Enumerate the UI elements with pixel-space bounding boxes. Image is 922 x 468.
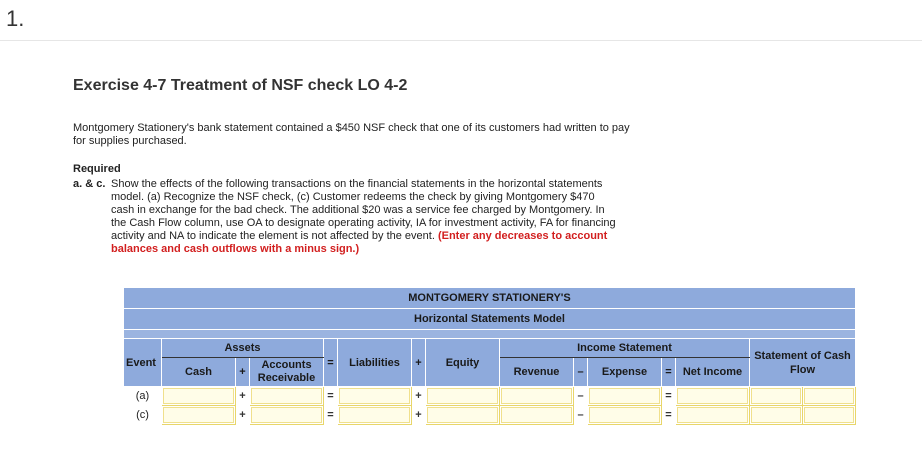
- horizontal-statements-table: [123, 287, 856, 425]
- cash-header: Cash: [162, 358, 236, 387]
- assets-header: Assets: [162, 339, 324, 358]
- equals-header: =: [324, 339, 338, 387]
- equity-input[interactable]: [426, 387, 500, 406]
- net-income-input[interactable]: [676, 406, 750, 425]
- event-label: (a): [124, 387, 162, 406]
- liabilities-header: Liabilities: [338, 339, 412, 387]
- plus-sign: +: [236, 406, 250, 425]
- minus-header: –: [574, 358, 588, 387]
- equity-input[interactable]: [426, 406, 500, 425]
- expense-input[interactable]: [588, 406, 662, 425]
- required-warning: (Enter any decreases to account balances and cash outflows with a minus sign.): [111, 230, 608, 255]
- revenue-input[interactable]: [500, 406, 574, 425]
- plus-sign: +: [412, 406, 426, 425]
- revenue-input[interactable]: [500, 387, 574, 406]
- equals-sign: =: [662, 406, 676, 425]
- equals-sign: =: [324, 387, 338, 406]
- exercise-title: Exercise 4-7 Treatment of NSF check LO 4-2: [73, 77, 408, 94]
- plus-header-liab: +: [412, 339, 426, 387]
- revenue-header: Revenue: [500, 358, 574, 387]
- net-income-header: Net Income: [676, 358, 750, 387]
- required-text: Show the effects of the following transactions on the financial statements in the horizontal statements model. (a) Recognize the NSF check, (c) Customer redeems the check by giving Montgomery $470 cash in exchange for the bad check. The additional $20 was a service fee charged by Montgomery. In the Cash Flow column, use OA to designate operating activity, IA for investment activity, FA for financing activity and NA to indicate the element is not affected by the event.: [111, 178, 616, 242]
- accounts-receivable-header: Accounts Receivable: [250, 358, 324, 387]
- spacer-row: [124, 330, 856, 339]
- event-header: Event: [124, 339, 162, 387]
- cash-flow-activity-input[interactable]: [803, 406, 856, 425]
- cash-flow-header: Statement of Cash Flow: [750, 339, 856, 387]
- expense-input[interactable]: [588, 387, 662, 406]
- income-statement-header: Income Statement: [500, 339, 750, 358]
- equals-sign: =: [662, 387, 676, 406]
- intro-text: Montgomery Stationery's bank statement contained a $450 NSF check that one of its customers had written to pay for supplies purchased.: [73, 122, 630, 147]
- required-prefix: a. & c.: [73, 178, 106, 190]
- cash-flow-amount-input[interactable]: [750, 406, 803, 425]
- required-instructions: [73, 178, 618, 256]
- table-row: [124, 406, 856, 425]
- company-header: MONTGOMERY STATIONERY'S: [124, 288, 856, 309]
- cash-flow-amount-input[interactable]: [750, 387, 803, 406]
- cash-flow-activity-input[interactable]: [803, 387, 856, 406]
- plus-header-assets: +: [236, 358, 250, 387]
- accounts-receivable-input[interactable]: [250, 406, 324, 425]
- cash-input[interactable]: [162, 387, 236, 406]
- minus-sign: –: [574, 406, 588, 425]
- liabilities-input[interactable]: [338, 387, 412, 406]
- equity-header: Equity: [426, 339, 500, 387]
- minus-sign: –: [574, 387, 588, 406]
- table-row: [124, 387, 856, 406]
- plus-sign: +: [236, 387, 250, 406]
- accounts-receivable-input[interactable]: [250, 387, 324, 406]
- divider: [0, 40, 922, 41]
- question-number: 1.: [6, 6, 25, 31]
- equals-header-income: =: [662, 358, 676, 387]
- expense-header: Expense: [588, 358, 662, 387]
- liabilities-input[interactable]: [338, 406, 412, 425]
- plus-sign: +: [412, 387, 426, 406]
- model-title: Horizontal Statements Model: [124, 309, 856, 330]
- required-heading: Required: [73, 163, 121, 175]
- cash-input[interactable]: [162, 406, 236, 425]
- net-income-input[interactable]: [676, 387, 750, 406]
- equals-sign: =: [324, 406, 338, 425]
- event-label: (c): [124, 406, 162, 425]
